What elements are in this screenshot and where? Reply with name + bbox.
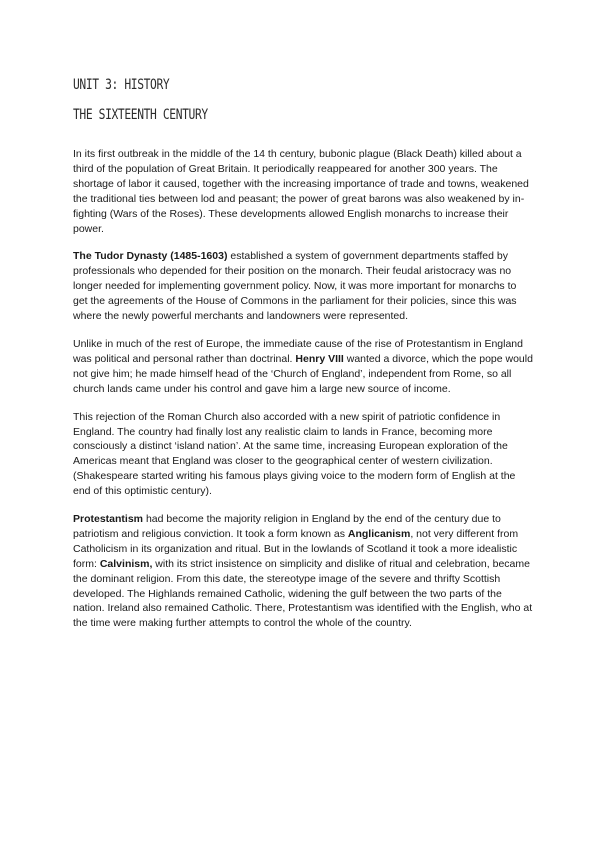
bold-term-calvinism: Calvinism, bbox=[99, 557, 153, 570]
paragraph-tudor-dynasty bbox=[73, 249, 533, 324]
paragraph-text: had become the majority religion in England by the end of the century due to patriotism and religious conviction. It took a form known as bbox=[73, 513, 501, 540]
bold-term-anglicanism: Anglicanism bbox=[347, 527, 411, 540]
page-title: THE SIXTEENTH CENTURY bbox=[73, 107, 208, 123]
paragraph-text: established a system of government departments staffed by professionals who depended for their position on the monarch. Their feudal aristocracy was no longer needed for implementing government policy. Now, it was more important for monarchs to get the agreements of the House of Commons in the parliament for their policies, since this was where the newly powerful merchants and landowners were represented. bbox=[73, 250, 517, 323]
unit-heading: UNIT 3: HISTORY bbox=[73, 77, 170, 93]
paragraph-text: with its strict insistence on simplicity and dislike of ritual and celebration, became the dominant religion. From this date, the stereotype image of the severe and thrifty Scottish developed. The Highlands remained Catholic, widening the gulf between the two parts of the nation. Ireland also remained Catholic. There, Protestantism was identified with the English, who at the time were making further attempts to control the whole of the country. bbox=[73, 557, 533, 630]
paragraph-text: Unlike in much of the rest of Europe, the immediate cause of the rise of Protestantism in England was political and personal rather than doctrinal. bbox=[73, 337, 523, 365]
paragraph-protestantism bbox=[73, 512, 533, 631]
bold-term-henry-viii: Henry VIII bbox=[295, 352, 344, 365]
body-text bbox=[73, 147, 533, 644]
paragraph-text: wanted a divorce, which the pope would not give him; he made himself head of the ‘Church of England’, independent from Rome, so all church lands came under his control and gave him a large new source of income. bbox=[73, 352, 533, 395]
paragraph-text: In its first outbreak in the middle of the 14 th century, bubonic plague (Black Death) killed about a third of the population of Great Britain. It periodically reappeared for another 300 years. The shortage of labor it caused, together with the increasing importance of trade and towns, weakened the traditional ties between lod and peasant; the power of great barons was also weakened by in-fighting (Wars of the Roses). These developments allowed English monarchs to increase their power. bbox=[73, 148, 529, 235]
bold-term-protestantism: Protestantism bbox=[73, 513, 144, 526]
paragraph-henry-viii bbox=[73, 337, 533, 397]
bold-term-tudor-dynasty: The Tudor Dynasty (1485-1603) bbox=[73, 250, 228, 263]
paragraph-roman-church bbox=[73, 410, 533, 499]
paragraph-black-death bbox=[73, 147, 533, 236]
paragraph-text: This rejection of the Roman Church also accorded with a new spirit of patriotic confidence in England. The country had finally lost any realistic claim to lands in France, becoming more consciously a distinct ‘island nation’. At the same time, increasing European exploration of the Americas meant that England was closer to the geographical center of western civilization. (Shakespeare started writing his famous plays giving voice to the modern form of English at the end of this optimistic century). bbox=[73, 410, 516, 498]
paragraph-text: , not very different from Catholicism in its organization and ritual. But in the lowlands of Scotland it took a more idealistic form: bbox=[73, 527, 519, 570]
